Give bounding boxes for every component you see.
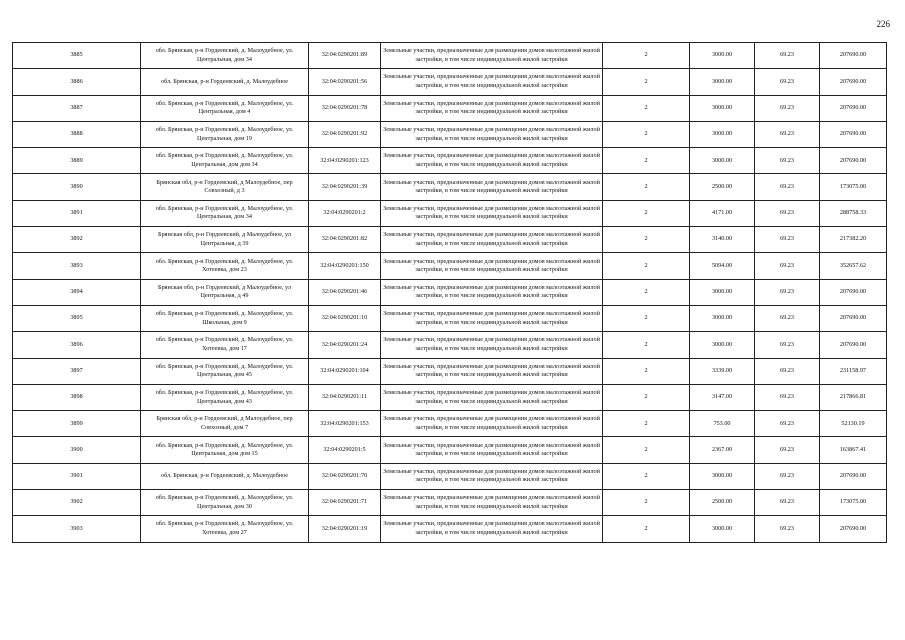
address-cell: обл. Брянская, р-н Гордеевский, д. Малоудебное, ул. Хотеевка, дом 27 xyxy=(141,516,309,542)
permitted-use-cell: Земельные участки, предназначенные для размещения домов малоэтажной жилой застройки, в том числе индивидуальной жилой застройки xyxy=(381,121,603,147)
cadastral-number-cell: 32:04:0290201:24 xyxy=(309,332,381,358)
category-cell: 2 xyxy=(603,305,690,331)
page-number: 226 xyxy=(876,19,890,29)
address-cell: Брянская обл, р-н Гордеевский, д Малоудебное, ул Центральная, д 39 xyxy=(141,227,309,253)
cadastral-number-cell: 32:04:0290201:153 xyxy=(309,411,381,437)
permitted-use-cell: Земельные участки, предназначенные для размещения домов малоэтажной жилой застройки, в том числе индивидуальной жилой застройки xyxy=(381,332,603,358)
permitted-use-cell: Земельные участки, предназначенные для размещения домов малоэтажной жилой застройки, в том числе индивидуальной жилой застройки xyxy=(381,95,603,121)
cadastral-number-cell: 32:04:0290201:19 xyxy=(309,516,381,542)
cadastral-value-cell: 207690.00 xyxy=(820,43,887,69)
cadastral-number-cell: 32:04:0290201:71 xyxy=(309,490,381,516)
rate-cell: 69.23 xyxy=(755,148,820,174)
permitted-use-cell: Земельные участки, предназначенные для размещения домов малоэтажной жилой застройки, в том числе индивидуальной жилой застройки xyxy=(381,253,603,279)
category-cell: 2 xyxy=(603,148,690,174)
cadastral-value-cell: 173075.00 xyxy=(820,490,887,516)
address-cell: обл. Брянская, р-н Гордеевский, д. Малоудебное, ул. Центральная, дом 4 xyxy=(141,95,309,121)
row-number: 3895 xyxy=(13,305,141,331)
permitted-use-cell: Земельные участки, предназначенные для размещения домов малоэтажной жилой застройки, в том числе индивидуальной жилой застройки xyxy=(381,279,603,305)
table-row xyxy=(13,358,887,384)
permitted-use-cell: Земельные участки, предназначенные для размещения домов малоэтажной жилой застройки, в том числе индивидуальной жилой застройки xyxy=(381,384,603,410)
permitted-use-cell: Земельные участки, предназначенные для размещения домов малоэтажной жилой застройки, в том числе индивидуальной жилой застройки xyxy=(381,463,603,489)
table-row xyxy=(13,253,887,279)
rate-cell: 69.23 xyxy=(755,121,820,147)
table-row xyxy=(13,332,887,358)
table-row xyxy=(13,95,887,121)
rate-cell: 69.23 xyxy=(755,174,820,200)
address-cell: обл. Брянская, р-н Гордеевский, д. Малоудебное, ул. Центральная, дом 43 xyxy=(141,384,309,410)
permitted-use-cell: Земельные участки, предназначенные для размещения домов малоэтажной жилой застройки, в том числе индивидуальной жилой застройки xyxy=(381,43,603,69)
rate-cell: 69.23 xyxy=(755,516,820,542)
permitted-use-cell: Земельные участки, предназначенные для размещения домов малоэтажной жилой застройки, в том числе индивидуальной жилой застройки xyxy=(381,490,603,516)
cadastral-value-cell: 207690.00 xyxy=(820,121,887,147)
category-cell: 2 xyxy=(603,95,690,121)
area-cell: 3000.00 xyxy=(690,69,755,95)
cadastral-number-cell: 32:04:0290201:150 xyxy=(309,253,381,279)
row-number: 3886 xyxy=(13,69,141,95)
rate-cell: 69.23 xyxy=(755,490,820,516)
cadastral-value-cell: 231158.97 xyxy=(820,358,887,384)
cadastral-value-cell: 207690.00 xyxy=(820,332,887,358)
cadastral-value-cell: 207690.00 xyxy=(820,463,887,489)
address-cell: обл. Брянская, р-н Гордеевский, д. Малоудебное, ул. Центральная, дом дом 15 xyxy=(141,437,309,463)
row-number: 3903 xyxy=(13,516,141,542)
permitted-use-cell: Земельные участки, предназначенные для размещения домов малоэтажной жилой застройки, в том числе индивидуальной жилой застройки xyxy=(381,437,603,463)
area-cell: 3339.00 xyxy=(690,358,755,384)
rate-cell: 69.23 xyxy=(755,200,820,226)
area-cell: 3000.00 xyxy=(690,148,755,174)
cadastral-value-cell: 207690.00 xyxy=(820,148,887,174)
table-row xyxy=(13,516,887,542)
cadastral-value-cell: 217866.81 xyxy=(820,384,887,410)
cadastral-number-cell: 32:04:0290201:39 xyxy=(309,174,381,200)
address-cell: обл. Брянская, р-н Гордеевский, д. Малоудебное, ул. Хотеевка, дом 23 xyxy=(141,253,309,279)
table-row xyxy=(13,200,887,226)
area-cell: 3147.00 xyxy=(690,384,755,410)
area-cell: 753.00 xyxy=(690,411,755,437)
permitted-use-cell: Земельные участки, предназначенные для размещения домов малоэтажной жилой застройки, в том числе индивидуальной жилой застройки xyxy=(381,358,603,384)
table-row xyxy=(13,174,887,200)
permitted-use-cell: Земельные участки, предназначенные для размещения домов малоэтажной жилой застройки, в том числе индивидуальной жилой застройки xyxy=(381,69,603,95)
table-row xyxy=(13,148,887,174)
rate-cell: 69.23 xyxy=(755,411,820,437)
row-number: 3902 xyxy=(13,490,141,516)
cadastral-value-cell: 217382.20 xyxy=(820,227,887,253)
category-cell: 2 xyxy=(603,411,690,437)
category-cell: 2 xyxy=(603,358,690,384)
rate-cell: 69.23 xyxy=(755,384,820,410)
address-cell: обл. Брянская, р-н Гордеевский, д. Малоудебное, ул. Центральная, дом 34 xyxy=(141,200,309,226)
cadastral-number-cell: 32:04:0290201:104 xyxy=(309,358,381,384)
rate-cell: 69.23 xyxy=(755,69,820,95)
rate-cell: 69.23 xyxy=(755,279,820,305)
area-cell: 2500.00 xyxy=(690,490,755,516)
category-cell: 2 xyxy=(603,437,690,463)
row-number: 3887 xyxy=(13,95,141,121)
category-cell: 2 xyxy=(603,200,690,226)
cadastral-value-cell: 352657.62 xyxy=(820,253,887,279)
rate-cell: 69.23 xyxy=(755,95,820,121)
table-row xyxy=(13,279,887,305)
cadastral-value-cell: 207690.00 xyxy=(820,69,887,95)
cadastral-number-cell: 32:04:0290201:56 xyxy=(309,69,381,95)
address-cell: обл. Брянская, р-н Гордеевский, д. Малоудебное xyxy=(141,69,309,95)
category-cell: 2 xyxy=(603,253,690,279)
cadastral-value-cell: 163867.41 xyxy=(820,437,887,463)
table-row xyxy=(13,437,887,463)
address-cell: обл. Брянская, р-н Гордеевский, д. Малоудебное, ул. Хотеевка, дом 17 xyxy=(141,332,309,358)
cadastral-number-cell: 32:04:0290201:46 xyxy=(309,279,381,305)
area-cell: 5094.00 xyxy=(690,253,755,279)
area-cell: 3140.00 xyxy=(690,227,755,253)
row-number: 3893 xyxy=(13,253,141,279)
area-cell: 3000.00 xyxy=(690,463,755,489)
cadastral-value-cell: 288758.33 xyxy=(820,200,887,226)
row-number: 3885 xyxy=(13,43,141,69)
address-cell: обл. Брянская, р-н Гордеевский, д. Малоудебное xyxy=(141,463,309,489)
row-number: 3890 xyxy=(13,174,141,200)
address-cell: Брянская обл, р-н Гордеевский, д Малоудебное, ул Центральная, д 49 xyxy=(141,279,309,305)
cadastral-value-cell: 207690.00 xyxy=(820,95,887,121)
category-cell: 2 xyxy=(603,463,690,489)
cadastral-value-cell: 207690.00 xyxy=(820,279,887,305)
row-number: 3898 xyxy=(13,384,141,410)
cadastral-value-cell: 207690.00 xyxy=(820,516,887,542)
cadastral-number-cell: 32:04:0290201:123 xyxy=(309,148,381,174)
category-cell: 2 xyxy=(603,121,690,147)
cadastral-value-cell: 173075.00 xyxy=(820,174,887,200)
table-body xyxy=(13,43,887,543)
address-cell: Брянская обл, р-н Гордеевский, д Малоудебное, пер Совхозный, д 3 xyxy=(141,174,309,200)
rate-cell: 69.23 xyxy=(755,305,820,331)
address-cell: обл. Брянская, р-н Гордеевский, д. Малоудебное, ул. Центральная, дом дом 34 xyxy=(141,148,309,174)
cadastral-number-cell: 32:04:0290201:5 xyxy=(309,437,381,463)
cadastral-number-cell: 32:04:0290201:82 xyxy=(309,227,381,253)
address-cell: Брянская обл, р-н Гордеевский, д Малоудебное, пер Совхозный, дом 7 xyxy=(141,411,309,437)
cadastral-number-cell: 32:04:0290201:78 xyxy=(309,95,381,121)
permitted-use-cell: Земельные участки, предназначенные для размещения домов малоэтажной жилой застройки, в том числе индивидуальной жилой застройки xyxy=(381,148,603,174)
permitted-use-cell: Земельные участки, предназначенные для размещения домов малоэтажной жилой застройки, в том числе индивидуальной жилой застройки xyxy=(381,227,603,253)
cadastral-value-cell: 52130.19 xyxy=(820,411,887,437)
rate-cell: 69.23 xyxy=(755,437,820,463)
address-cell: обл. Брянская, р-н Гордеевский, д. Малоудебное, ул. Центральная, дом 34 xyxy=(141,43,309,69)
land-registry-table xyxy=(12,42,887,543)
area-cell: 2367.00 xyxy=(690,437,755,463)
row-number: 3900 xyxy=(13,437,141,463)
rate-cell: 69.23 xyxy=(755,253,820,279)
category-cell: 2 xyxy=(603,43,690,69)
table-row xyxy=(13,227,887,253)
row-number: 3901 xyxy=(13,463,141,489)
permitted-use-cell: Земельные участки, предназначенные для размещения домов малоэтажной жилой застройки, в том числе индивидуальной жилой застройки xyxy=(381,200,603,226)
area-cell: 3000.00 xyxy=(690,516,755,542)
cadastral-number-cell: 32:04:0290201:92 xyxy=(309,121,381,147)
permitted-use-cell: Земельные участки, предназначенные для размещения домов малоэтажной жилой застройки, в том числе индивидуальной жилой застройки xyxy=(381,174,603,200)
row-number: 3894 xyxy=(13,279,141,305)
row-number: 3889 xyxy=(13,148,141,174)
address-cell: обл. Брянская, р-н Гордеевский, д. Малоудебное, ул. Центральная, дом 30 xyxy=(141,490,309,516)
rate-cell: 69.23 xyxy=(755,358,820,384)
cadastral-number-cell: 32:04:0290201:11 xyxy=(309,384,381,410)
row-number: 3897 xyxy=(13,358,141,384)
cadastral-value-cell: 207690.00 xyxy=(820,305,887,331)
category-cell: 2 xyxy=(603,516,690,542)
table-row xyxy=(13,463,887,489)
row-number: 3891 xyxy=(13,200,141,226)
area-cell: 3000.00 xyxy=(690,121,755,147)
table-row xyxy=(13,411,887,437)
address-cell: обл. Брянская, р-н Гордеевский, д. Малоудебное, ул. Центральная, дом 45 xyxy=(141,358,309,384)
area-cell: 4171.00 xyxy=(690,200,755,226)
table-row xyxy=(13,490,887,516)
row-number: 3892 xyxy=(13,227,141,253)
row-number: 3888 xyxy=(13,121,141,147)
cadastral-number-cell: 32:04:0290201:70 xyxy=(309,463,381,489)
category-cell: 2 xyxy=(603,227,690,253)
address-cell: обл. Брянская, р-н Гордеевский, д. Малоудебное, ул. Школьная, дом 9 xyxy=(141,305,309,331)
table-row xyxy=(13,43,887,69)
address-cell: обл. Брянская, р-н Гордеевский, д. Малоудебное, ул. Центральная, дом 19 xyxy=(141,121,309,147)
table-row xyxy=(13,69,887,95)
table-row xyxy=(13,121,887,147)
row-number: 3896 xyxy=(13,332,141,358)
rate-cell: 69.23 xyxy=(755,43,820,69)
category-cell: 2 xyxy=(603,332,690,358)
category-cell: 2 xyxy=(603,279,690,305)
table-row xyxy=(13,384,887,410)
rate-cell: 69.23 xyxy=(755,227,820,253)
rate-cell: 69.23 xyxy=(755,463,820,489)
category-cell: 2 xyxy=(603,384,690,410)
category-cell: 2 xyxy=(603,69,690,95)
rate-cell: 69.23 xyxy=(755,332,820,358)
table-row xyxy=(13,305,887,331)
permitted-use-cell: Земельные участки, предназначенные для размещения домов малоэтажной жилой застройки, в том числе индивидуальной жилой застройки xyxy=(381,305,603,331)
area-cell: 3000.00 xyxy=(690,305,755,331)
area-cell: 2500.00 xyxy=(690,174,755,200)
category-cell: 2 xyxy=(603,490,690,516)
area-cell: 3000.00 xyxy=(690,332,755,358)
area-cell: 3000.00 xyxy=(690,95,755,121)
permitted-use-cell: Земельные участки, предназначенные для размещения домов малоэтажной жилой застройки, в том числе индивидуальной жилой застройки xyxy=(381,516,603,542)
area-cell: 3000.00 xyxy=(690,279,755,305)
cadastral-number-cell: 32:04:0290201:2 xyxy=(309,200,381,226)
category-cell: 2 xyxy=(603,174,690,200)
row-number: 3899 xyxy=(13,411,141,437)
permitted-use-cell: Земельные участки, предназначенные для размещения домов малоэтажной жилой застройки, в том числе индивидуальной жилой застройки xyxy=(381,411,603,437)
cadastral-number-cell: 32:04:0290201:10 xyxy=(309,305,381,331)
area-cell: 3000.00 xyxy=(690,43,755,69)
cadastral-number-cell: 32:04:0290201:89 xyxy=(309,43,381,69)
